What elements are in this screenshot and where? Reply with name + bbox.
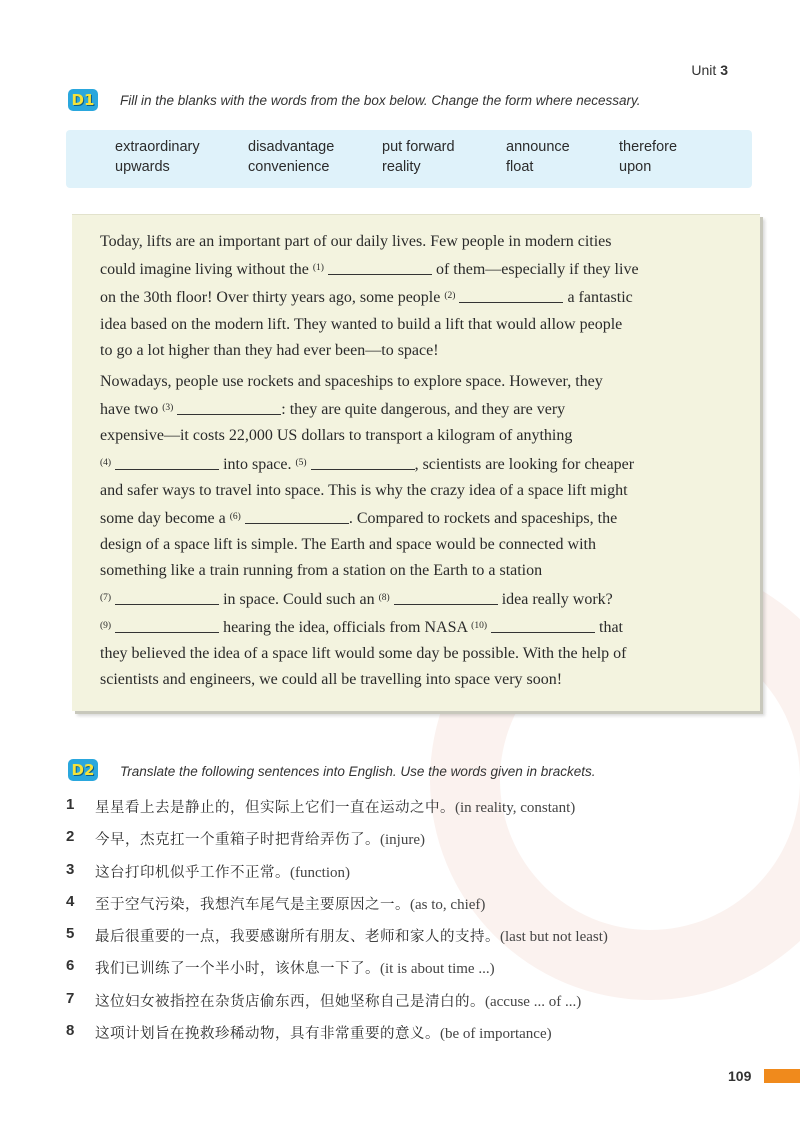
blank-number: (6) <box>229 512 241 523</box>
d2-instruction: Translate the following sentences into English. Use the words given in brackets. <box>120 764 596 779</box>
blank-number: (1) <box>312 263 324 274</box>
passage-line <box>100 585 714 613</box>
passage-text: could imagine living without the <box>100 261 313 279</box>
passage-text: that <box>595 619 623 636</box>
word-item: convenience <box>248 159 330 175</box>
item-number: 2 <box>66 828 75 846</box>
passage-text: Nowadays, people use rockets and spaceships to explore space. However, they <box>100 373 603 390</box>
passage-line <box>100 641 714 667</box>
item-text <box>95 893 485 914</box>
passage-text: have two <box>100 401 163 419</box>
item-text <box>95 925 608 946</box>
item-text <box>95 796 575 817</box>
item-number: 4 <box>66 892 75 910</box>
blank-number: (5) <box>295 457 307 468</box>
passage-text: design of a space lift is simple. The Earth and space would be connected with <box>100 536 596 554</box>
passage-line <box>100 369 714 395</box>
word-hint: (accuse ... of ...) <box>485 993 582 1010</box>
passage-text: hearing the idea, officials from NASA <box>219 619 472 636</box>
passage-text: of them—especially if they live <box>431 261 639 279</box>
item-number: 1 <box>66 796 75 813</box>
word-item: upwards <box>115 159 170 175</box>
passage-line <box>100 478 714 504</box>
item-number: 5 <box>66 925 75 943</box>
passage-line <box>100 667 714 693</box>
page-number: 109 <box>728 1068 752 1084</box>
passage-line <box>100 229 714 255</box>
item-number: 6 <box>66 957 75 975</box>
blank-number: (8) <box>378 592 390 603</box>
chinese-sentence: 今早，杰克扛一个重箱子时把背给弄伤了。 <box>95 832 380 849</box>
passage-line <box>100 532 714 558</box>
passage-text: and safer ways to travel into space. This is why the crazy idea of a space lift might <box>100 481 628 499</box>
d2-tag: D2 <box>68 759 98 781</box>
word-hint: (injure) <box>380 832 425 849</box>
passage-text: to go a lot higher than they had ever been—to space! <box>100 341 439 359</box>
word-hint: (in reality, constant) <box>455 800 576 816</box>
passage-text: they believed the idea of a space lift would some day be possible. With the help of <box>100 645 627 663</box>
unit-number: 3 <box>720 62 728 78</box>
fill-in-blank[interactable] <box>245 509 349 524</box>
page-accent-bar <box>764 1069 800 1083</box>
reading-passage <box>72 214 760 711</box>
fill-in-blank[interactable] <box>491 618 595 633</box>
passage-line <box>100 255 714 283</box>
fill-in-blank[interactable] <box>311 455 415 470</box>
passage-text: : they are quite dangerous, and they are very <box>281 401 566 419</box>
blank-number: (9) <box>100 621 112 631</box>
word-item: extraordinary <box>115 139 200 155</box>
word-hint: (function) <box>290 864 350 881</box>
item-text <box>95 957 495 978</box>
passage-paragraph-2 <box>100 369 714 613</box>
word-hint: (it is about time ...) <box>380 961 495 978</box>
item-number: 7 <box>66 989 75 1007</box>
d1-instruction: Fill in the blanks with the words from the box below. Change the form where necessary. <box>120 93 641 108</box>
unit-header <box>691 62 728 78</box>
fill-in-blank[interactable] <box>394 590 498 605</box>
passage-text: . Compared to rockets and spaceships, the <box>348 510 618 528</box>
passage-text: some day become a <box>100 510 230 528</box>
passage-text: a fantastic <box>563 289 633 307</box>
fill-in-blank[interactable] <box>115 590 219 605</box>
d1-tag: D1 <box>68 89 98 111</box>
word-item: reality <box>382 159 421 175</box>
blank-number: (2) <box>444 291 456 302</box>
fill-in-blank[interactable] <box>328 260 432 275</box>
fill-in-blank[interactable] <box>115 455 219 470</box>
word-item: float <box>506 159 534 175</box>
item-number: 3 <box>66 860 75 878</box>
word-hint: (be of importance) <box>440 1026 552 1043</box>
item-text <box>95 861 350 882</box>
item-text <box>95 828 425 849</box>
passage-text: something like a train running from a station on the Earth to a station <box>100 562 543 580</box>
word-item: put forward <box>382 139 455 155</box>
chinese-sentence: 这项计划旨在挽救珍稀动物，具有非常重要的意义。 <box>95 1026 440 1043</box>
item-number: 8 <box>66 1022 75 1040</box>
chinese-sentence: 这位妇女被指控在杂货店偷东西，但她坚称自己是清白的。 <box>95 993 485 1010</box>
chinese-sentence: 星星看上去是静止的，但实际上它们一直在运动之中。 <box>95 800 455 816</box>
passage-line <box>100 312 714 338</box>
passage-paragraph-3 <box>100 613 714 694</box>
word-hint: (last but not least) <box>500 929 608 946</box>
fill-in-blank[interactable] <box>115 618 219 633</box>
passage-line <box>100 423 714 449</box>
passage-line <box>100 395 714 423</box>
passage-line <box>100 613 714 641</box>
word-item: disadvantage <box>248 139 335 155</box>
blank-number: (10) <box>471 621 487 631</box>
passage-text: idea based on the modern lift. They wanted to build a lift that would allow people <box>100 315 623 333</box>
passage-line <box>100 450 714 478</box>
word-box <box>66 130 752 188</box>
fill-in-blank[interactable] <box>459 288 563 303</box>
passage-text: Today, lifts are an important part of our daily lives. Few people in modern cities <box>100 233 612 250</box>
chinese-sentence: 我们已训练了一个半小时，该休息一下了。 <box>95 961 380 978</box>
word-item: upon <box>619 159 652 175</box>
passage-line <box>100 504 714 532</box>
passage-text: scientists and engineers, we could all be travelling into space very soon! <box>100 671 563 689</box>
passage-line <box>100 283 714 311</box>
chinese-sentence: 这台打印机似乎工作不正常。 <box>95 864 290 881</box>
passage-text: , scientists are looking for cheaper <box>414 455 635 473</box>
word-item: announce <box>506 139 570 155</box>
fill-in-blank[interactable] <box>177 400 281 415</box>
blank-number: (3) <box>162 403 174 414</box>
word-hint: (as to, chief) <box>410 896 486 913</box>
passage-text: in space. Could such an <box>219 590 379 608</box>
passage-text: into space. <box>219 455 296 473</box>
item-text <box>95 1022 552 1043</box>
blank-number: (4) <box>100 457 112 468</box>
passage-text: on the 30th floor! Over thirty years ago, some people <box>100 289 445 307</box>
passage-line <box>100 558 714 584</box>
passage-line <box>100 338 714 364</box>
chinese-sentence: 最后很重要的一点，我要感谢所有朋友、老师和家人的支持。 <box>95 929 500 946</box>
passage-text: expensive—it costs 22,000 US dollars to transport a kilogram of anything <box>100 427 573 445</box>
chinese-sentence: 至于空气污染，我想汽车尾气是主要原因之一。 <box>95 896 410 913</box>
unit-label: Unit <box>691 62 717 78</box>
passage-paragraph-1 <box>100 229 714 364</box>
item-text <box>95 990 581 1011</box>
word-item: therefore <box>619 139 678 155</box>
passage-text: idea really work? <box>497 590 613 608</box>
blank-number: (7) <box>100 592 112 603</box>
